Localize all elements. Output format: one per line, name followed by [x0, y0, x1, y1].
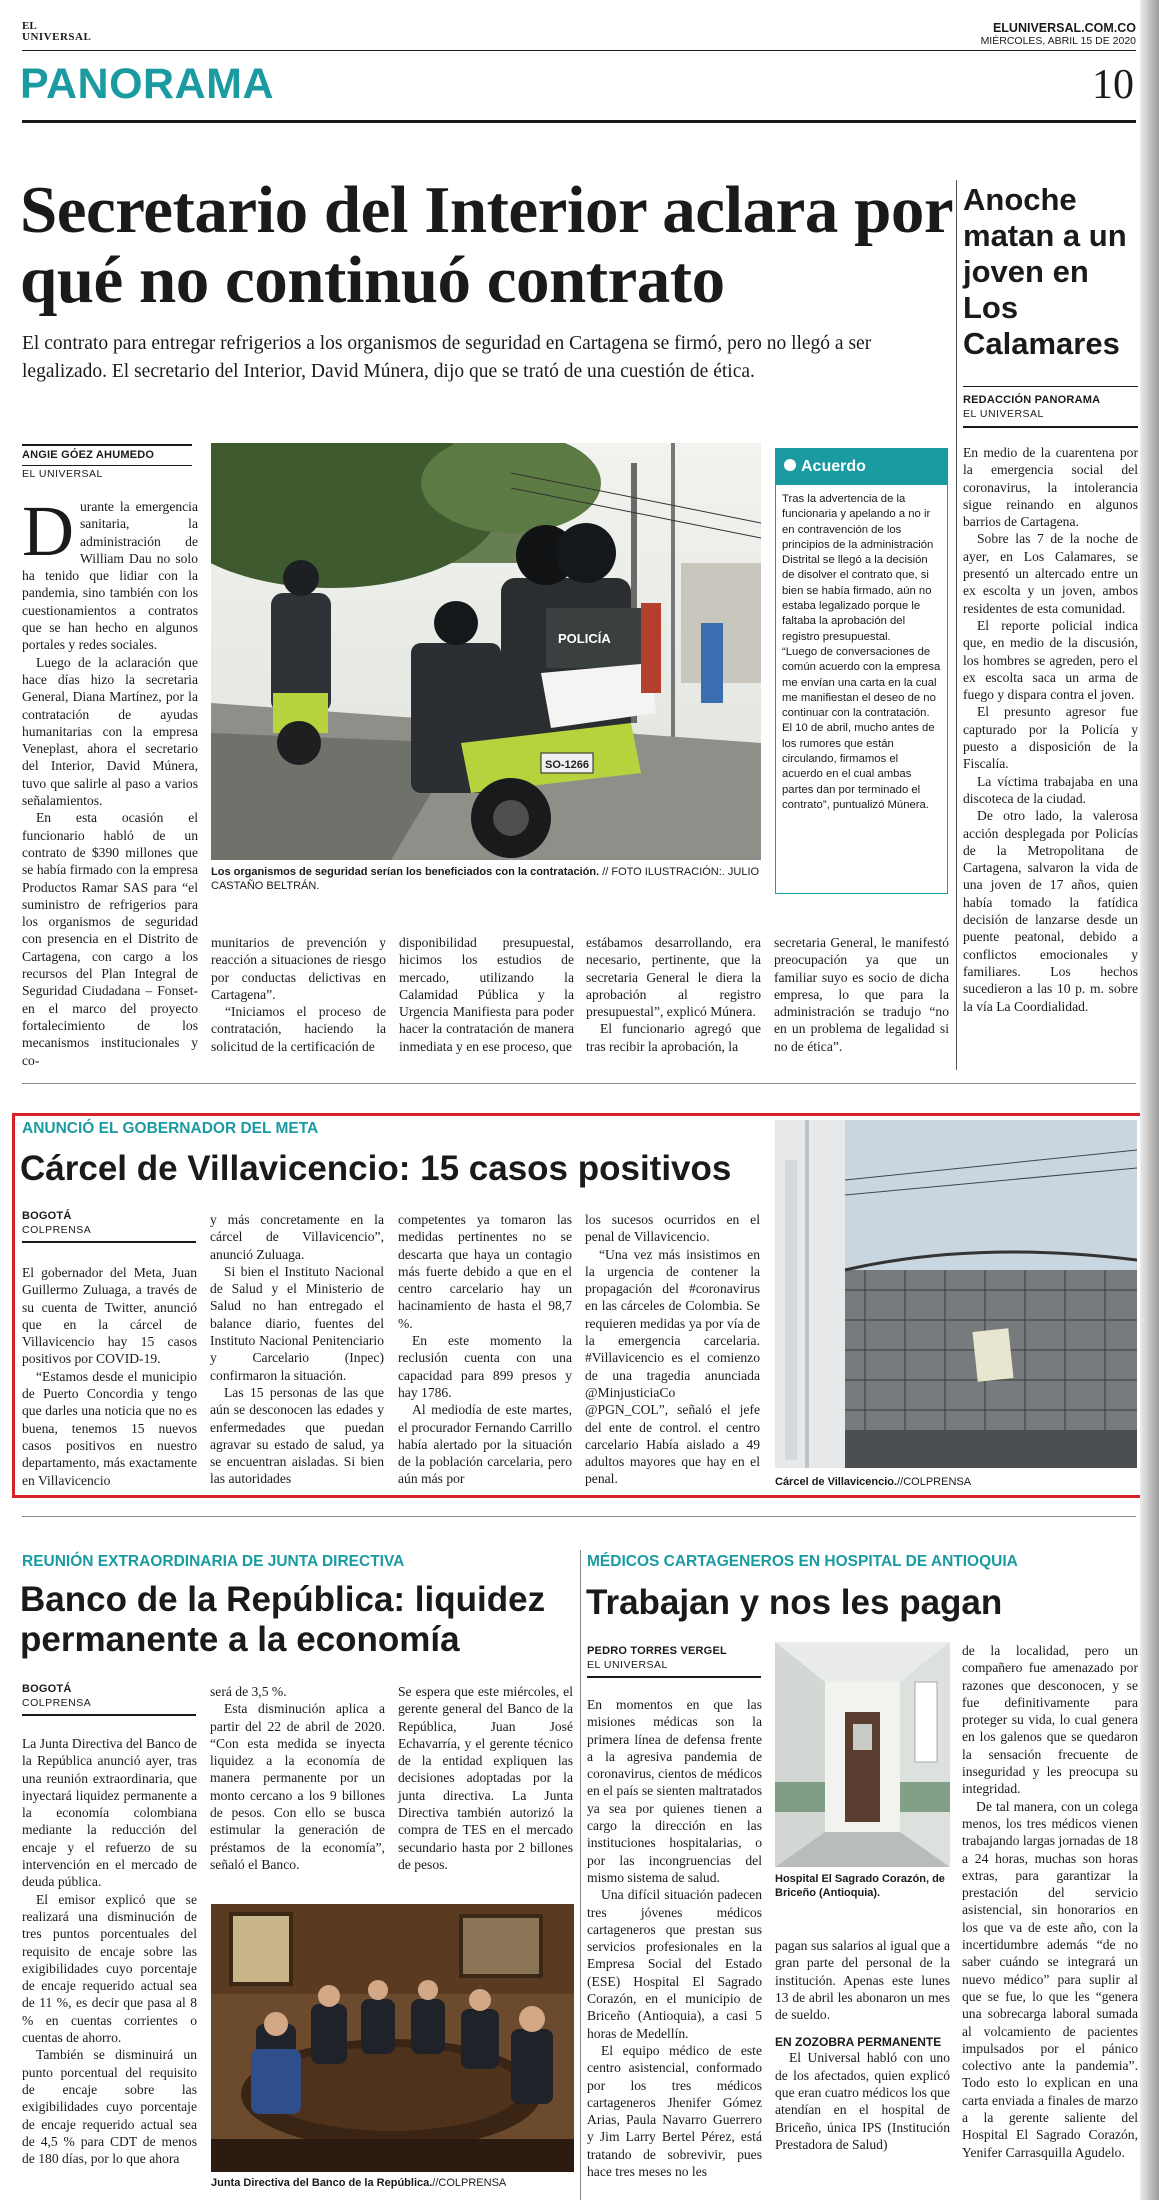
page-edge-shadow — [1140, 0, 1159, 2200]
byline-org: COLPRENSA — [22, 1224, 92, 1236]
byline-org: EL UNIVERSAL — [22, 468, 103, 480]
issue-date: MIÉRCOLES, ABRIL 15 DE 2020 — [980, 35, 1136, 47]
caption-credit: //COLPRENSA — [432, 2177, 507, 2189]
lead-col-5 — [774, 934, 949, 1055]
sidebar-paragraph: “Luego de conversaciones de común acuerdo con la empresa me envían una carta en la cual me manifiestan el deseo de no continuar con la contratación. El 10 de abril, mucho antes de los rumores que están circulando, firmamos el acuerdo en el cual ambas partes dan por terminado el contrato”, puntualizó Múnera. — [782, 645, 941, 811]
doctors-paragraph: En momentos en que las misiones médicas son la primera línea de defensa frente a la agresiva pandemia de coronavirus, cientos de médicos en el país se sienten maltratados ya sea por quienes tienen a cargo la dirección en las instituciones hospitalarias, o por las incongruencias del mismo sistema de salud. — [587, 1697, 762, 1885]
section-title: PANORAMA — [20, 60, 275, 108]
bank-paragraph: Esta disminución aplica a partir del 22 de abril de 2020. “Con esta medida se inyecta liquidez a la economía de manera permanente por un monto cercano a los 9 billones de pesos. Con ello se busca estimular la generación de préstamos de la economía”, señaló el Banco. — [210, 1701, 385, 1872]
caption-text: Hospital El Sagrado Corazón, de Briceño (Antioquia). — [775, 1873, 945, 1899]
byline-name: BOGOTÁ — [22, 1210, 72, 1222]
byline-name: REDACCIÓN PANORAMA — [963, 394, 1101, 406]
site-url: ELUNIVERSAL.COM.CO — [992, 21, 1136, 35]
hospital-photo — [775, 1642, 950, 1867]
jail-paragraph: y más concretamente en la cárcel de Villavicencio”, anunció Zuluaga. — [210, 1212, 384, 1262]
lead-paragraph: disponibilidad presupuestal, hicimos los estudios de mercado, utilizando la Calamidad Pública y la Urgencia Manifiesta para poder hacer la contratación de manera inmediata y en ese proceso, que — [399, 935, 574, 1054]
prison-photo-caption — [775, 1475, 1137, 1489]
section-rule — [22, 120, 1136, 123]
byline-name: ANGIE GÓEZ AHUMEDO — [22, 449, 155, 461]
police-photo-illustration — [211, 443, 761, 860]
lead-col-1 — [22, 491, 198, 1069]
jail-paragraph: competentes ya tomaron las medidas pertinentes no se descarta que haya un contagio más fuerte debido a que en el centro carcelario hay un hacinamiento de hasta el 98,7 %. — [398, 1212, 572, 1331]
acuerdo-sidebar — [775, 448, 948, 894]
masthead — [0, 0, 1140, 130]
bank-col-2 — [210, 1683, 385, 1873]
caption-text: Los organismos de seguridad serían los beneficiados con la contratación. — [211, 866, 600, 878]
bank-photo-illustration — [211, 1904, 574, 2172]
lead-paragraph: munitarios de prevención y reacción a situaciones de riesgo por conductas delictivas en Cartagena”. — [211, 935, 386, 1002]
jail-paragraph: Si bien el Instituto Nacional de Salud y el Ministerio de Salud no han entregado el balance diario, fuentes del Instituto Nacional Penitenciario y Carcelario (Inpec) confirmaron la situación. — [210, 1263, 384, 1383]
sidebar-header — [776, 449, 947, 485]
lead-headline: Secretario del Interior aclara por qué no continuó contrato — [20, 173, 952, 317]
bank-col-3 — [398, 1683, 573, 1873]
drop-cap: D — [22, 491, 74, 571]
jail-col-1 — [22, 1264, 197, 1489]
right-body — [963, 444, 1138, 1015]
caption-credit: // FOTO ILUSTRACIÓN:. JULIO CASTAÑO BELTRÁN. — [211, 866, 760, 892]
jail-paragraph: Al mediodía de este martes, el procurador Fernando Carrillo había alertado por la situación de la población carcelaria, pero aún más por — [398, 1402, 572, 1487]
lead-deck: El contrato para entregar refrigerios a los organismos de seguridad en Cartagena se firmó, pero no llegó a ser legalizado. El secretario del Interior, David Múnera, dijo que se trató de una cuestión de ética. — [22, 333, 872, 382]
doctors-headline: Trabajan y nos les pagan — [586, 1583, 1003, 1622]
bank-kicker: REUNIÓN EXTRAORDINARIA DE JUNTA DIRECTIVA — [22, 1553, 405, 1570]
doctors-subhead: EN ZOZOBRA PERMANENTE — [775, 2035, 942, 2050]
doctors-col-1 — [587, 1696, 762, 2180]
byline-org: EL UNIVERSAL — [587, 1659, 668, 1671]
bullet-icon — [784, 459, 796, 471]
jail-byline — [22, 1207, 196, 1243]
lead-paragraph: “Iniciamos el proceso de contratación, haciendo la solicitud de la certificación de — [211, 1004, 386, 1054]
right-paragraph: En medio de la cuarentena por la emergencia social del coronavirus, la intolerancia sigue reinando en algunos barrios de Cartagena. — [963, 445, 1138, 530]
bank-paragraph: También se disminuirá un punto porcentual del requisito de encaje sobre las exigibilidades cuyo porcentaje de encaje requerido actual sea de 4,5 % para CDT de menos de 180 días, por lo que ahora — [22, 2047, 197, 2167]
lead-col-4 — [586, 934, 761, 1055]
prison-photo — [775, 1120, 1137, 1468]
right-headline: Anoche matan a un joven en Los Calamares — [963, 182, 1127, 361]
hospital-photo-caption — [775, 1872, 950, 1900]
caption-text: Junta Directiva del Banco de la República. — [211, 2177, 433, 2189]
jail-col-4 — [585, 1211, 760, 1488]
jail-paragraph: En este momento la reclusión cuenta con una capacidad para 899 presos y hay 1786. — [398, 1333, 572, 1400]
caption-text: Cárcel de Villavicencio. — [775, 1476, 898, 1488]
bank-photo-caption — [211, 2176, 574, 2190]
bank-byline — [22, 1680, 196, 1716]
lead-byline — [22, 444, 192, 480]
masthead-rule — [22, 50, 1136, 51]
right-byline — [963, 386, 1138, 428]
bank-col-1 — [22, 1735, 197, 2167]
jail-col-2 — [210, 1211, 384, 1488]
byline-name: PEDRO TORRES VERGEL — [587, 1645, 727, 1657]
section-divider — [22, 1083, 1136, 1084]
bank-headline: Banco de la República: liquidez permanente a la economía — [20, 1580, 546, 1659]
doctors-paragraph: El equipo médico de este centro asistencial, conformado por los tres médicos cartageneros Jhenifer Gómez Arias, Paula Navarro Guerrero y Jim Larry Bertel Pérez, está tratando de sobrevivir, pues hace tres meses no les — [587, 2042, 762, 2180]
bank-paragraph: será de 3,5 %. — [210, 1684, 287, 1699]
doctors-paragraph: De tal manera, con un colega menos, los tres médicos vienen trabajando largas jornadas de 18 a 24 horas, muchas son horas extras, para garantizar la prestación del servicio asistencial, sin honorarios en los que va de este año, con la incertidumbre además “de no saber cuándo se integrará un nuevo médico” para suplir al que se fue, lo que les “genera una sobrecarga laboral sumada al volcamiento de pacientes impulsados por el pánico colectivo ante la pandemia”. Todo esto lo explican en una carta enviada a finales de marzo a la gerente saliente del Hospital El Sagrado Corazón, Yenifer Carrasquilla Agudelo. — [962, 1798, 1138, 2160]
lead-col-3 — [399, 934, 574, 1055]
sidebar-paragraph: Tras la advertencia de la funcionaria y apelando a no ir en contravención de los principios de la administración Distrital se llegó a la decisión de disolver el contrato que, si bien se había firmado, aún no estaba legalizado porque le faltaba la aprobación del registro presupuestal. — [782, 493, 934, 643]
right-paragraph: El reporte policial indica que, en medio de la discusión, los hombres se agreden, pero el ex escolta saca un arma de fuego y dispara contra el joven. — [963, 617, 1138, 703]
jail-headline: Cárcel de Villavicencio: 15 casos positivos — [20, 1149, 732, 1188]
bank-paragraph: La Junta Directiva del Banco de la República anunció ayer, tras una reunión extraordinaria, que inyectará liquidez permanente a la economía colombiana mediante la reducción del encaje y el refuerzo de su intervención en el mercado de deuda pública. — [22, 1736, 197, 1890]
jail-paragraph: “Estamos desde el municipio de Puerto Concordia y tengo que darles una noticia que no es buena, tenemos 15 nuevos casos positivos en nuestro departamento, más exactamente en Villavicencio — [22, 1368, 197, 1488]
lead-paragraph: Durante la emergencia sanitaria, la administración de William Dau no solo ha tenido que lidiar con la pandemia, sino también con los cuestionamientos a contratos que se han hecho en algunos portales y redes sociales. — [22, 491, 198, 653]
sidebar-title: Acuerdo — [801, 458, 866, 475]
lead-paragraph: Luego de la aclaración que hace días hizo la secretaria General, Diana Martínez, por la contratación de ayudas humanitarias con la empresa Veneplast, ahora el secretario del Interior, David Múnera, tuvo que salirle al paso a varios señalamientos. — [22, 654, 198, 809]
right-paragraph: De otro lado, la valerosa acción desplegada por Policías de la Metropolitana de Cartagena, salvaron la vida de una joven de 17 años, quien había tomado la fatídica decisión de lanzarse desde un puente peatonal, debido a conflictos emocionales y familiares. Los hechos sucedieron a las 10 p. m. sobre la vía La Coordialidad. — [963, 808, 1138, 1014]
lead-col-2 — [211, 934, 386, 1055]
lead-paragraph: El funcionario agregó que tras recibir la aprobación, la — [586, 1021, 761, 1054]
doctors-paragraph: Una difícil situación padecen tres jóvenes médicos cartageneros que prestan sus servicios profesionales en la Empresa Social del Estado (ESE) Hospital El Sagrado Corazón, en el municipio de Briceño (Antioquia), a casi 5 horas de Medellín. — [587, 1887, 762, 2041]
jail-paragraph: “Una vez más insistimos en la urgencia de contener la propagación del #coronavirus en las cárceles de Colombia. Se requieren medidas ya por vía de la emergencia carcelaria. #Villavicencio es el comienzo de una tragedia anunciada @MinjusticiaCo @PGN_COL”, señaló el jefe del ente de control. el centro carcelario Había aislado a 49 adultos mayores que hay en el penal. — [585, 1246, 760, 1487]
police-motorcycle-photo — [211, 443, 761, 860]
jail-col-3 — [398, 1211, 572, 1488]
column-divider — [580, 1550, 581, 2200]
section-divider — [22, 1516, 1136, 1517]
bank-board-photo — [211, 1904, 574, 2172]
doctors-paragraph: de la localidad, pero un compañero fue amenazado por razones que desconocen, y se fue definitivamente para proteger su vida, lo cual genera en los galenos que se quedaron la sensación frecuente de inseguridad y les preocupa su integridad. — [962, 1643, 1138, 1797]
police-vest-text: POLICÍA — [558, 631, 611, 646]
right-column-divider — [956, 180, 957, 1070]
right-paragraph: La víctima trabajaba en una discoteca de la ciudad. — [963, 773, 1138, 806]
jail-paragraph: El gobernador del Meta, Juan Guillermo Zuluaga, a través de su cuenta de Twitter, anunció que en la cárcel de Villavicencio hay 15 casos positivos por COVID-19. — [22, 1265, 197, 1367]
byline-name: BOGOTÁ — [22, 1683, 72, 1695]
doctors-byline — [587, 1642, 761, 1678]
page-number: 10 — [1092, 62, 1134, 108]
caption-credit: //COLPRENSA — [897, 1476, 972, 1488]
doctors-paragraph: pagan sus salarios al igual que a gran parte del personal de la institución. Apenas este lunes 13 de abril les abonaron un mes de sueldo. — [775, 1938, 950, 2023]
bank-paragraph: Se espera que este miércoles, el gerente general del Banco de la República, Juan José Echavarría, y el gerente técnico de la entidad expliquen las decisiones adoptadas por la junta directiva. La Junta Directiva también autorizó la compra de TES en el mercado secundario hasta por 2 billones de pesos. — [398, 1684, 573, 1872]
lead-paragraph: estábamos desarrollando, era necesario, pertinente, que la secretaria General le diera la aprobación al registro presupuestal”, explicó Múnera. — [586, 935, 761, 1020]
lead-paragraph: secretaria General, le manifestó preocupación ya que un familiar suyo es socio de dicha empresa, lo que para la administración se tradujo “no en un problema de legalidad si no de ética”. — [774, 935, 949, 1054]
lead-paragraph: En esta ocasión el funcionario habló de un contrato de $390 millones que se había firmado con la empresa Productos Ramar SAS para “el suministro de refrigerios para los organismos de seguridad con presencia en el Distrito de Cartagena, con cargo a los recursos del Plan Integral de Seguridad Ciudadana – Fonset- en el marco del proyecto fortalecimiento de los mecanismos institucionales y co- — [22, 810, 198, 1068]
right-paragraph: Sobre las 7 de la noche de ayer, en Los Calamares, se presentó un altercado entre un ex escolta y un joven, ambos residentes de esta comunidad. — [963, 531, 1138, 616]
logo-line-2: UNIVERSAL — [22, 31, 92, 43]
byline-org: EL UNIVERSAL — [963, 408, 1044, 420]
byline-org: COLPRENSA — [22, 1697, 92, 1709]
license-plate-text: SO-1266 — [545, 759, 590, 771]
doctors-kicker: MÉDICOS CARTAGENEROS EN HOSPITAL DE ANTIOQUIA — [587, 1553, 1018, 1570]
hospital-photo-illustration — [775, 1642, 950, 1867]
logo-line-1: EL — [22, 20, 37, 32]
jail-kicker: ANUNCIÓ EL GOBERNADOR DEL META — [22, 1120, 319, 1137]
prison-photo-illustration — [775, 1120, 1137, 1468]
bank-paragraph: El emisor explicó que se realizará una disminución de tres puntos porcentuales del requisito de encaje sobre las exigibilidades cuyo porcentaje de encaje requerido actual sea de 11 %, es decir que pasa al 8 % en cuentas corrientes o cuentas de ahorro. — [22, 1891, 197, 2046]
logo — [22, 21, 91, 43]
doctors-col-2 — [775, 1937, 950, 2153]
jail-paragraph: Las 15 personas de las que aún se desconocen las edades y enfermedades que puedan agravar su estado de salud, ya se encuentran aisladas. Si bien las autoridades — [210, 1384, 384, 1487]
right-paragraph: El presunto agresor fue capturado por la Policía y puesto a disposición de la Fiscalía. — [963, 704, 1138, 772]
doctors-col-3 — [962, 1642, 1138, 2161]
jail-paragraph: los sucesos ocurridos en el penal de Villavicencio. — [585, 1212, 760, 1245]
lead-photo-caption — [211, 865, 761, 893]
sidebar-body — [776, 485, 947, 813]
doctors-paragraph: El Universal habló con uno de los afectados, quien explicó que eran cuatro médicos los que atendían en el hospital de Briceño, única IPS (Institución Prestadora de Salud) — [775, 2050, 950, 2152]
